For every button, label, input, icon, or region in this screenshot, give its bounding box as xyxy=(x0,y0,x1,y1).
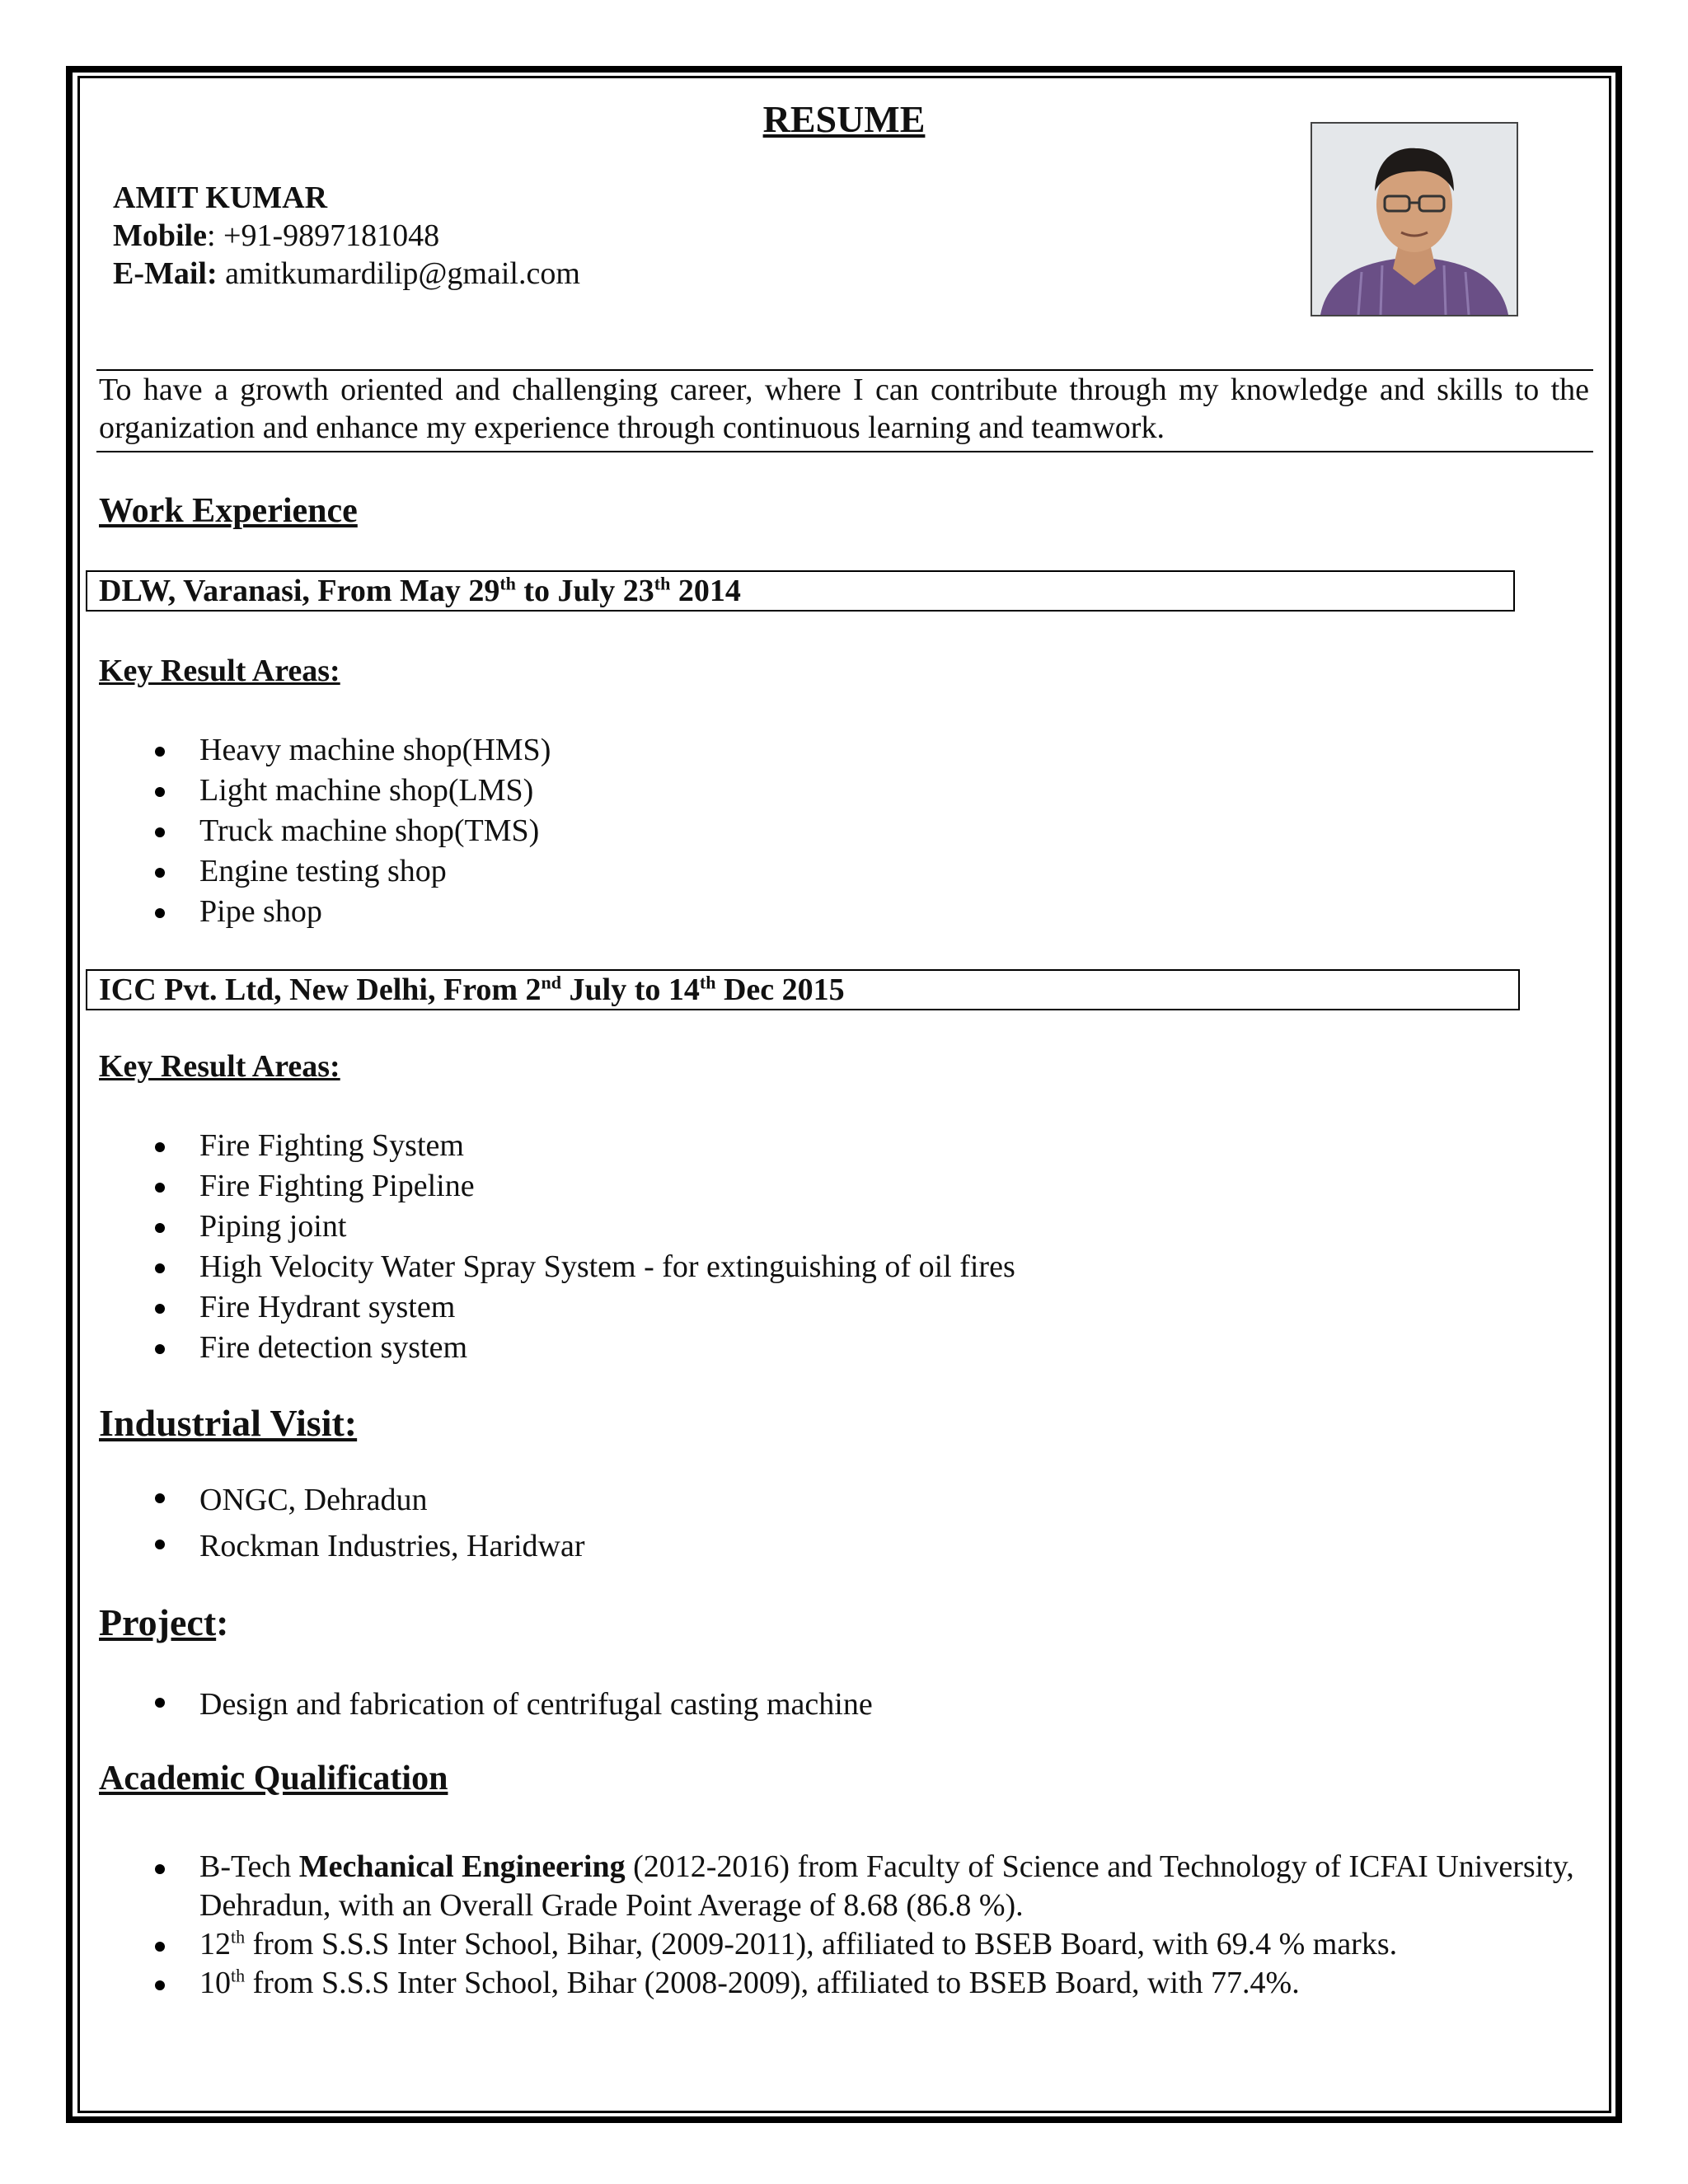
class12-details: from S.S.S Inter School, Bihar, (2009-2011), affiliated to BSEB Board, with 69.4 % marks. xyxy=(245,1927,1398,1961)
list-item xyxy=(148,1848,1601,1925)
job1-part3: 2014 xyxy=(670,574,741,608)
job2-part2: July to 14 xyxy=(561,972,700,1007)
industrial-visit-list xyxy=(148,1477,585,1569)
list-item: Fire detection system xyxy=(148,1328,1015,1368)
btech-details: (2012-2016) from Faculty of Science and Technology of ICFAI University, Dehradun, with an Overall Grade Point Average of 8.68 (86.8 %). xyxy=(199,1849,1574,1923)
job2-part1: ICC Pvt. Ltd, New Delhi, From 2 xyxy=(99,972,542,1007)
list-item: Design and fabrication of centrifugal casting machine xyxy=(148,1681,873,1727)
project-heading: Project xyxy=(99,1601,217,1643)
mobile-value: : +91-9897181048 xyxy=(206,218,440,253)
list-item: Piping joint xyxy=(148,1207,1015,1247)
list-item xyxy=(148,1964,1601,2003)
email-line xyxy=(113,255,580,292)
job2-kra-heading: Key Result Areas: xyxy=(99,1049,340,1084)
list-item: High Velocity Water Spray System - for extinguishing of oil fires xyxy=(148,1247,1015,1287)
email-label: E-Mail: xyxy=(113,256,218,291)
mobile-line xyxy=(113,218,439,254)
job1-part1: DLW, Varanasi, From May 29 xyxy=(99,574,500,608)
profile-photo xyxy=(1311,122,1518,316)
job1-kra-list xyxy=(148,730,551,932)
job1-title xyxy=(86,570,1515,612)
job2-kra-list xyxy=(148,1126,1015,1368)
job1-sup1: th xyxy=(499,573,516,594)
candidate-name: AMIT KUMAR xyxy=(113,180,328,215)
list-item: Light machine shop(LMS) xyxy=(148,771,551,811)
list-item xyxy=(148,1925,1601,1964)
list-item: Engine testing shop xyxy=(148,851,551,892)
job2-sup2: th xyxy=(699,972,716,993)
academic-qualification-heading: Academic Qualification xyxy=(99,1760,448,1797)
job2-title xyxy=(86,969,1520,1010)
job2-part3: Dec 2015 xyxy=(715,972,845,1007)
class10-sup: th xyxy=(231,1965,246,1986)
objective-bottom-rule xyxy=(96,451,1593,452)
mobile-label: Mobile xyxy=(113,218,207,253)
project-heading-line xyxy=(99,1601,228,1644)
academic-list xyxy=(148,1848,1601,2003)
profile-photo-image xyxy=(1312,124,1517,315)
class12-prefix: 12 xyxy=(199,1927,231,1961)
list-item: Truck machine shop(TMS) xyxy=(148,811,551,851)
btech-branch: Mechanical Engineering xyxy=(298,1849,626,1884)
project-heading-colon: : xyxy=(216,1601,229,1643)
list-item: ONGC, Dehradun xyxy=(148,1477,585,1523)
job1-part2: to July 23 xyxy=(515,574,654,608)
class10-prefix: 10 xyxy=(199,1966,231,2000)
resume-title: RESUME xyxy=(762,98,926,140)
list-item: Rockman Industries, Haridwar xyxy=(148,1523,585,1569)
job1-kra-heading: Key Result Areas: xyxy=(99,654,340,688)
class12-sup: th xyxy=(231,1926,246,1947)
list-item: Fire Fighting System xyxy=(148,1126,1015,1166)
list-item: Heavy machine shop(HMS) xyxy=(148,730,551,771)
project-list xyxy=(148,1681,873,1727)
btech-prefix: B-Tech xyxy=(199,1849,299,1884)
class10-details: from S.S.S Inter School, Bihar (2008-2009), affiliated to BSEB Board, with 77.4%. xyxy=(245,1966,1300,2000)
career-objective: To have a growth oriented and challenging career, where I can contribute through my knowledge and skills to the organization and enhance my experience through continuous learning and teamwork. xyxy=(99,373,1589,445)
list-item: Fire Hydrant system xyxy=(148,1287,1015,1328)
list-item: Fire Fighting Pipeline xyxy=(148,1166,1015,1207)
job2-sup1: nd xyxy=(541,972,562,993)
email-value: amitkumardilip@gmail.com xyxy=(217,256,580,291)
industrial-visit-heading: Industrial Visit: xyxy=(99,1402,358,1444)
job1-sup2: th xyxy=(654,573,671,594)
list-item: Pipe shop xyxy=(148,892,551,932)
work-experience-heading: Work Experience xyxy=(99,492,358,530)
